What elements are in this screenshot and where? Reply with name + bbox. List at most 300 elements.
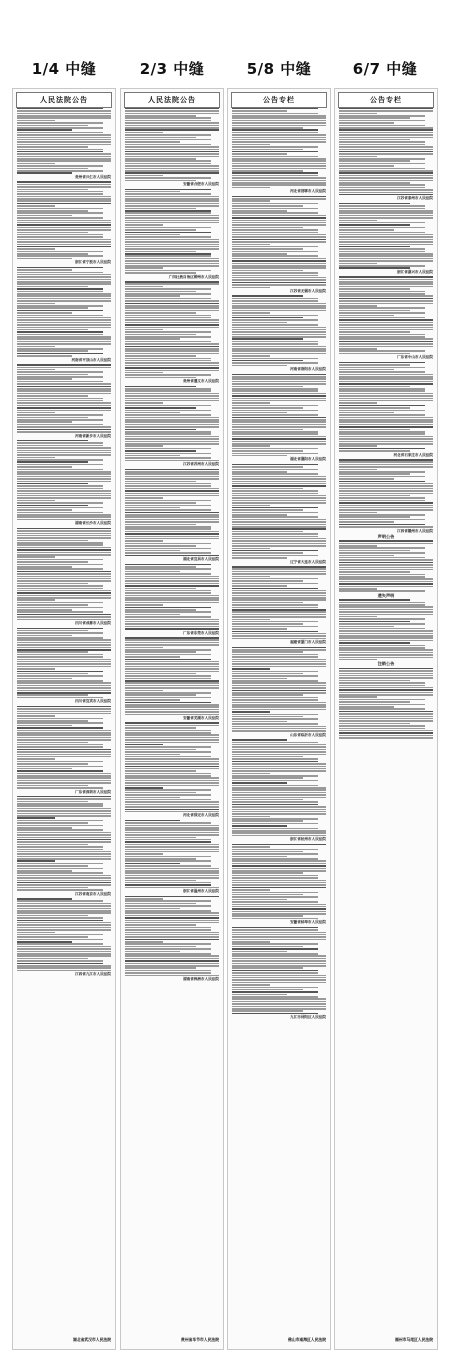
text-line xyxy=(339,291,425,293)
text-line xyxy=(125,555,219,557)
text-line xyxy=(125,210,211,212)
text-line xyxy=(17,139,111,141)
text-line xyxy=(125,794,211,796)
text-line xyxy=(17,815,111,817)
text-line xyxy=(17,808,111,810)
text-line xyxy=(17,378,72,380)
text-line xyxy=(339,509,433,511)
text-line xyxy=(232,134,326,136)
text-line xyxy=(125,165,219,167)
text-line xyxy=(232,1003,326,1005)
text-line xyxy=(232,485,326,487)
text-line xyxy=(17,502,103,504)
text-line xyxy=(232,970,318,972)
text-line xyxy=(125,694,196,696)
text-line xyxy=(232,799,303,801)
text-line xyxy=(17,383,111,385)
text-line xyxy=(125,160,211,162)
text-line xyxy=(125,263,219,265)
text-line xyxy=(232,519,326,521)
text-line xyxy=(339,417,433,419)
text-line xyxy=(125,310,219,312)
text-line xyxy=(232,654,318,656)
text-line xyxy=(232,609,326,611)
text-line xyxy=(17,770,103,772)
text-line xyxy=(125,934,219,936)
text-line xyxy=(17,395,88,397)
text-line xyxy=(17,742,88,744)
text-line xyxy=(17,234,103,236)
text-line xyxy=(125,910,211,912)
text-line xyxy=(17,241,111,243)
text-line xyxy=(125,768,219,770)
text-line xyxy=(125,327,219,329)
text-line xyxy=(125,196,219,198)
text-line xyxy=(339,276,433,278)
text-line xyxy=(339,319,433,321)
text-line xyxy=(125,545,196,547)
text-line xyxy=(125,395,219,397)
text-line xyxy=(125,656,180,658)
text-line xyxy=(17,619,111,621)
text-line xyxy=(17,134,111,136)
text-line xyxy=(125,455,180,457)
text-line xyxy=(232,761,318,763)
text-line xyxy=(125,246,219,248)
text-line xyxy=(17,856,111,858)
text-line xyxy=(339,728,425,730)
text-line xyxy=(232,602,303,604)
text-line xyxy=(125,370,219,372)
notice-block xyxy=(232,196,326,294)
text-line xyxy=(125,531,219,533)
text-line xyxy=(339,488,433,490)
text-line xyxy=(232,911,326,913)
text-line xyxy=(339,581,433,583)
text-line xyxy=(125,580,219,582)
text-line xyxy=(232,251,318,253)
text-line xyxy=(17,454,111,456)
text-line xyxy=(232,441,326,443)
text-line xyxy=(125,445,163,447)
notice-block xyxy=(17,706,111,794)
text-line xyxy=(17,903,111,905)
text-line xyxy=(232,899,287,901)
text-line xyxy=(17,279,111,281)
text-line xyxy=(339,189,433,191)
text-line xyxy=(17,725,72,727)
text-line xyxy=(232,177,326,179)
text-line xyxy=(125,955,219,957)
text-line xyxy=(232,649,326,651)
text-line xyxy=(232,490,318,492)
text-line xyxy=(17,421,72,423)
text-line xyxy=(125,331,211,333)
text-line xyxy=(339,251,425,253)
text-line xyxy=(17,163,55,165)
text-line xyxy=(339,466,433,468)
text-line xyxy=(339,682,425,684)
text-line xyxy=(125,146,219,148)
text-line xyxy=(232,241,326,243)
text-line xyxy=(125,543,211,545)
text-line xyxy=(339,716,433,718)
text-line xyxy=(339,578,433,580)
text-line xyxy=(125,281,219,283)
text-line xyxy=(232,661,326,663)
court-signature: 浙江省温州市人民法院 xyxy=(183,889,219,894)
court-signature: 江西省赣州市人民法院 xyxy=(397,528,433,533)
text-line xyxy=(339,426,433,428)
text-line xyxy=(17,346,55,348)
newspaper-column-1 xyxy=(12,88,116,1350)
text-line xyxy=(17,773,111,775)
text-line xyxy=(125,215,219,217)
text-line xyxy=(125,193,211,195)
text-line xyxy=(125,599,219,601)
text-line xyxy=(232,604,318,606)
text-line xyxy=(17,488,103,490)
text-line xyxy=(125,255,211,257)
text-line xyxy=(232,595,326,597)
text-line xyxy=(125,390,211,392)
text-line xyxy=(17,431,111,433)
text-line xyxy=(339,438,433,440)
text-line xyxy=(125,144,211,146)
notice-block xyxy=(232,647,326,738)
text-line xyxy=(17,291,103,293)
text-line xyxy=(17,205,55,207)
text-line xyxy=(232,811,326,813)
text-line xyxy=(232,453,318,455)
text-line xyxy=(125,872,219,874)
text-line xyxy=(232,137,326,139)
text-line xyxy=(125,372,163,374)
text-line xyxy=(17,120,55,122)
text-line xyxy=(17,659,111,661)
text-line xyxy=(17,464,103,466)
text-line xyxy=(125,244,219,246)
newspaper-column-3 xyxy=(227,88,331,1350)
text-line xyxy=(339,433,425,435)
text-line xyxy=(232,543,326,545)
text-line xyxy=(125,177,211,179)
text-line xyxy=(125,884,211,886)
text-line xyxy=(339,493,433,495)
court-signature: 河南省平顶山市人民法院 xyxy=(71,357,111,362)
text-line xyxy=(125,170,219,172)
text-line xyxy=(339,543,433,545)
text-line xyxy=(232,991,318,993)
text-line xyxy=(339,137,433,139)
text-line xyxy=(125,495,219,497)
text-line xyxy=(232,794,326,796)
text-line xyxy=(17,732,111,734)
text-line xyxy=(17,193,103,195)
text-line xyxy=(125,614,180,616)
text-line xyxy=(232,528,326,530)
text-line xyxy=(125,524,196,526)
text-line xyxy=(125,224,163,226)
text-line xyxy=(125,806,219,808)
text-line xyxy=(232,578,318,580)
text-line xyxy=(125,898,163,900)
text-line xyxy=(17,208,103,210)
text-line xyxy=(17,429,111,431)
text-line xyxy=(339,609,433,611)
text-line xyxy=(339,405,425,407)
text-line xyxy=(339,378,433,380)
text-line xyxy=(339,547,425,549)
text-line xyxy=(339,657,433,659)
text-line xyxy=(232,804,318,806)
text-line xyxy=(339,125,425,127)
text-line xyxy=(339,640,433,642)
text-line xyxy=(125,943,211,945)
text-line xyxy=(125,288,211,290)
court-signature: 安徽省合肥市人民法院 xyxy=(183,182,219,187)
text-line xyxy=(125,488,219,490)
text-line xyxy=(232,963,326,965)
text-line xyxy=(125,972,211,974)
text-line xyxy=(232,775,318,777)
text-line xyxy=(17,675,103,677)
text-line xyxy=(17,374,88,376)
text-line xyxy=(17,682,111,684)
notice-block xyxy=(17,440,111,526)
text-line xyxy=(339,469,377,471)
court-signature: 浙江省嘉兴市人民法院 xyxy=(397,269,433,274)
text-line xyxy=(339,212,433,214)
text-line xyxy=(125,675,211,677)
text-line xyxy=(17,442,103,444)
text-line xyxy=(17,544,103,546)
text-line xyxy=(232,244,270,246)
text-line xyxy=(232,512,318,514)
notice-block xyxy=(125,637,219,720)
text-line xyxy=(17,516,111,518)
text-line xyxy=(232,158,326,160)
text-line xyxy=(17,473,111,475)
text-line xyxy=(125,362,219,364)
text-line xyxy=(125,374,211,376)
court-signature: 江西省九江市人民法院 xyxy=(75,972,111,977)
text-line xyxy=(339,507,433,509)
text-line xyxy=(339,633,433,635)
text-line xyxy=(125,241,219,243)
text-line xyxy=(232,253,287,255)
text-line xyxy=(17,870,72,872)
text-line xyxy=(17,654,103,656)
text-line xyxy=(125,820,180,822)
text-line xyxy=(339,315,394,317)
text-line xyxy=(17,222,111,224)
text-line xyxy=(125,129,219,131)
text-line xyxy=(232,426,326,428)
text-line xyxy=(125,960,219,962)
text-line xyxy=(17,450,111,452)
text-line xyxy=(232,374,326,376)
text-line xyxy=(125,175,163,177)
text-line xyxy=(339,673,433,675)
text-line xyxy=(339,512,377,514)
text-line xyxy=(125,739,219,741)
text-line xyxy=(232,749,326,751)
text-line xyxy=(17,680,103,682)
text-line xyxy=(232,777,303,779)
text-line xyxy=(232,678,287,680)
text-line xyxy=(17,338,111,340)
text-line xyxy=(125,644,219,646)
text-line xyxy=(232,943,318,945)
text-line xyxy=(232,284,326,286)
text-line xyxy=(125,156,219,158)
text-line xyxy=(339,450,410,452)
text-line xyxy=(17,718,103,720)
text-line xyxy=(17,258,72,260)
text-line xyxy=(125,915,219,917)
text-line xyxy=(232,856,287,858)
text-line xyxy=(17,388,111,390)
text-line xyxy=(339,132,433,134)
text-line xyxy=(232,127,303,129)
text-line xyxy=(232,203,318,205)
text-line xyxy=(125,623,219,625)
text-line xyxy=(232,305,326,307)
text-line xyxy=(232,915,303,917)
text-line xyxy=(125,754,180,756)
text-line xyxy=(232,234,326,236)
text-line xyxy=(17,900,103,902)
column-title-3: 5/8 中缝 xyxy=(246,60,312,78)
notice-block xyxy=(17,628,111,704)
text-line xyxy=(339,621,410,623)
text-line xyxy=(17,400,103,402)
text-line xyxy=(232,616,326,618)
text-line xyxy=(125,756,211,758)
text-line xyxy=(17,312,72,314)
text-line xyxy=(339,160,410,162)
text-line xyxy=(125,338,180,340)
text-line xyxy=(232,376,326,378)
text-line xyxy=(17,305,103,307)
text-line xyxy=(339,606,433,608)
text-line xyxy=(232,307,326,309)
text-line xyxy=(232,120,326,122)
text-line xyxy=(339,129,433,131)
text-line xyxy=(125,139,211,141)
text-line xyxy=(125,388,211,390)
text-line xyxy=(17,419,103,421)
text-line xyxy=(17,580,111,582)
text-line xyxy=(232,438,326,440)
text-line xyxy=(339,645,425,647)
text-line xyxy=(125,585,219,587)
text-line xyxy=(232,431,318,433)
text-line xyxy=(125,666,219,668)
text-line xyxy=(125,158,196,160)
text-line xyxy=(232,1001,326,1003)
text-line xyxy=(125,829,219,831)
text-line xyxy=(125,485,211,487)
text-line xyxy=(17,898,72,900)
text-line xyxy=(339,497,425,499)
court-signature: 江苏省泰州市人民法院 xyxy=(397,196,433,201)
text-line xyxy=(17,405,111,407)
text-line xyxy=(339,374,433,376)
column-header: 公告专栏 xyxy=(231,92,327,108)
text-line xyxy=(125,751,211,753)
text-line xyxy=(339,331,410,333)
court-signature: 江苏省无锡市人民法院 xyxy=(290,289,326,294)
text-line xyxy=(339,210,433,212)
text-line xyxy=(232,792,326,794)
text-line xyxy=(232,742,318,744)
text-line xyxy=(17,336,111,338)
text-line xyxy=(125,732,211,734)
text-line xyxy=(125,113,219,115)
text-line xyxy=(125,571,180,573)
text-line xyxy=(232,476,326,478)
column-body xyxy=(17,107,111,1343)
text-line xyxy=(232,846,270,848)
text-line xyxy=(339,229,394,231)
text-line xyxy=(339,388,425,390)
text-line xyxy=(339,701,410,703)
text-line xyxy=(125,412,180,414)
text-line xyxy=(232,483,326,485)
text-line xyxy=(232,828,318,830)
text-line xyxy=(17,200,111,202)
text-line xyxy=(232,746,326,748)
text-line xyxy=(339,338,433,340)
text-line xyxy=(232,115,326,117)
text-line xyxy=(125,127,219,129)
text-line xyxy=(232,187,270,189)
court-signature: 湖南省长沙市人民法院 xyxy=(75,521,111,526)
text-line xyxy=(17,644,111,646)
text-line xyxy=(232,360,303,362)
notice-block xyxy=(17,898,111,977)
text-line xyxy=(125,590,211,592)
text-line xyxy=(232,538,326,540)
text-line xyxy=(232,801,318,803)
text-line xyxy=(17,685,111,687)
notice-block xyxy=(17,528,111,626)
text-line xyxy=(339,184,425,186)
text-line xyxy=(17,597,111,599)
text-line xyxy=(17,447,111,449)
text-line xyxy=(17,713,111,715)
text-line xyxy=(339,348,377,350)
text-line xyxy=(125,616,211,618)
text-line xyxy=(125,267,163,269)
text-line xyxy=(125,908,180,910)
text-line xyxy=(17,310,103,312)
text-line xyxy=(17,920,103,922)
text-line xyxy=(232,555,318,557)
text-line xyxy=(125,595,219,597)
text-line xyxy=(232,495,326,497)
text-line xyxy=(339,550,410,552)
text-line xyxy=(125,742,219,744)
court-signature: 湖南省株洲市人民法院 xyxy=(183,977,219,982)
text-line xyxy=(339,630,433,632)
text-line xyxy=(125,746,211,748)
text-line xyxy=(17,785,88,787)
text-line xyxy=(232,215,326,217)
text-line xyxy=(17,860,55,862)
